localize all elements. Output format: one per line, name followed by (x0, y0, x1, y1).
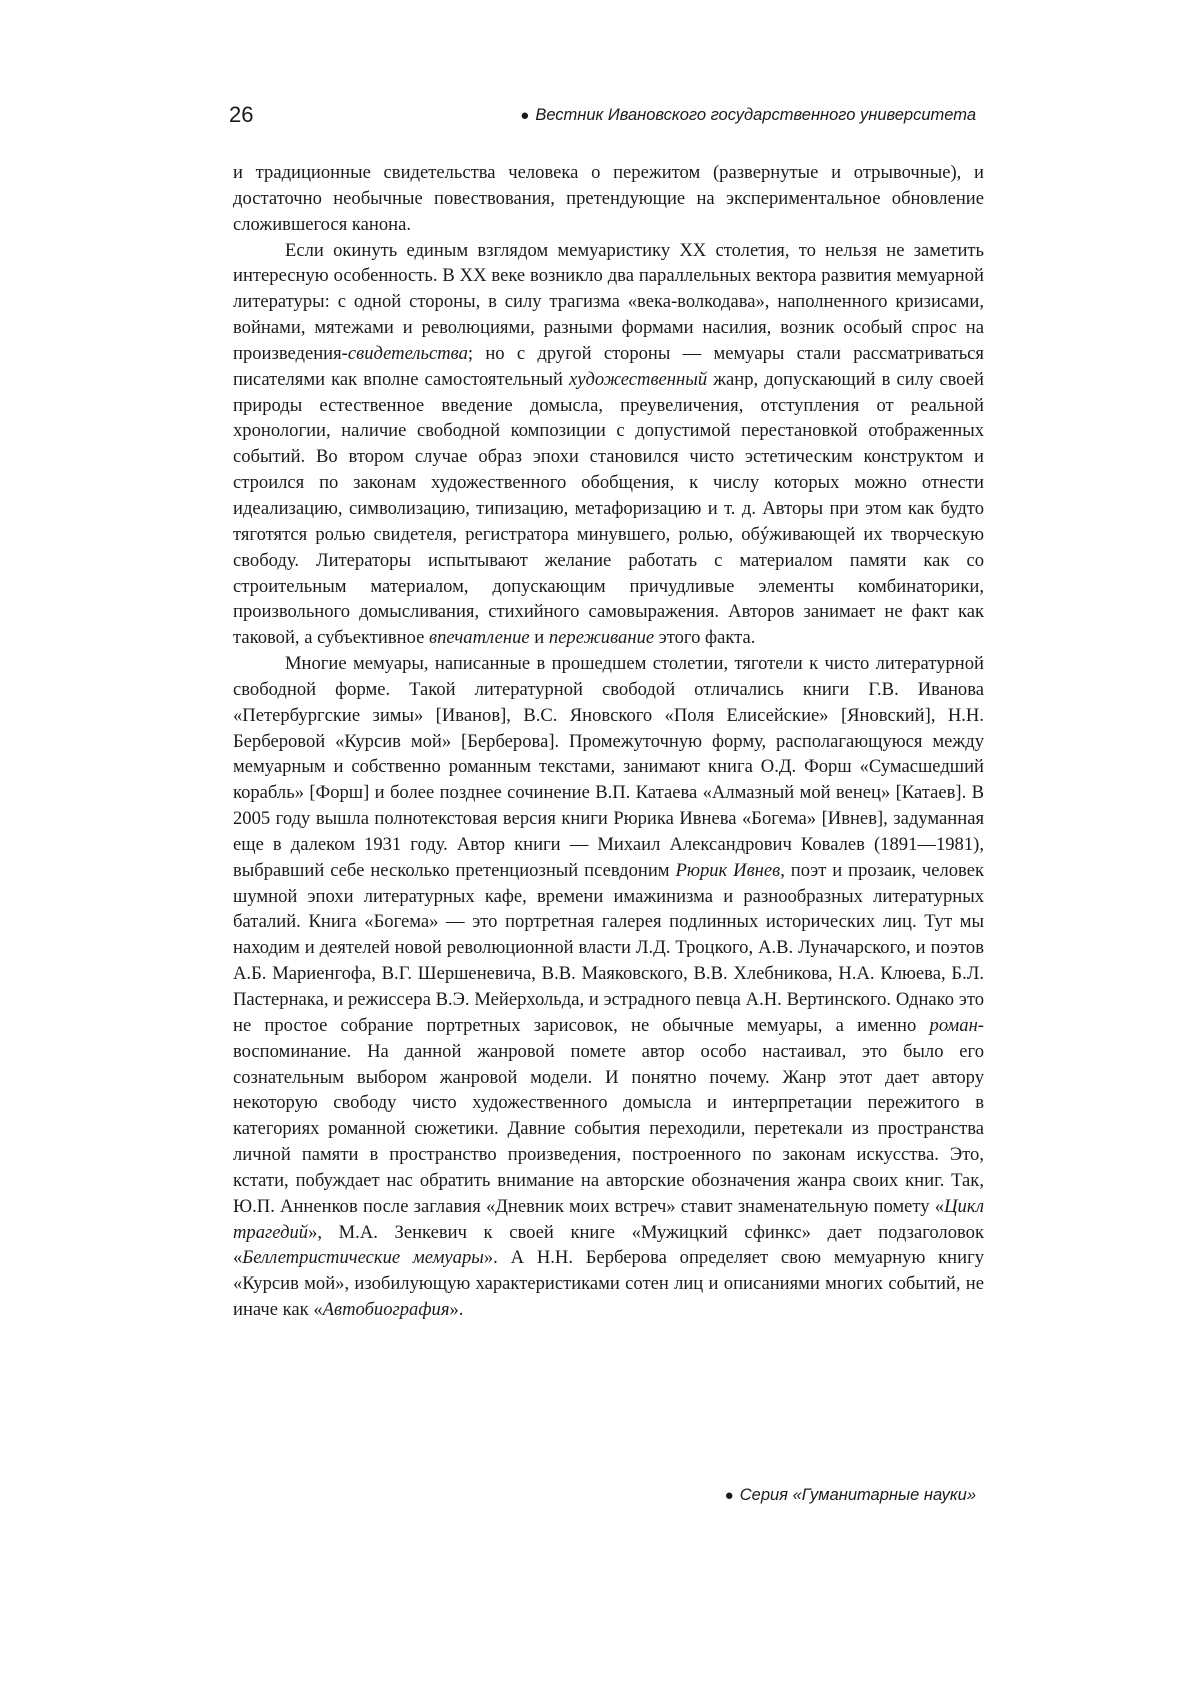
text-segment: Многие мемуары, написанные в прошедшем столетии, тяготели к чисто литературной свободной форме. Такой литературной свободой отличались книги Г.В. Иванова «Петербургские зимы» [Иванов], В.С. Яновского «Поля Елисейские» [Яновский], Н.Н. Берберовой «Курсив мой» [Берберова]. Промежуточную форму, располагающуюся между мемуарным и собственно романным текстами, занимают книга О.Д. Форш «Сумасшедший корабль» [Форш] и более позднее сочинение В.П. Катаева «Алмазный мой венец» [Катаев]. В 2005 году вышла полнотекстовая версия книги Рюрика Ивнева «Богема» [Ивнев], задуманная еще в далеком 1931 году. Автор книги — Михаил Александрович Ковалев (1891—1981), выбравший себе несколько претенциозный псевдоним (233, 653, 984, 881)
text-segment: и (529, 627, 549, 649)
journal-title: Вестник Ивановского государственного университета (535, 106, 976, 124)
running-header (520, 103, 976, 128)
paragraph-3 (233, 651, 984, 1323)
italic-term: переживание (548, 627, 655, 649)
text-segment: Если окинуть единым взглядом мемуаристику XX столетия, то нельзя не заметить интересную особенность. В XX веке возникло два параллельных вектора развития мемуарной литературы: с одной стороны, в силу трагизма «века-волкодава», наполненного кризисами, войнами, мятежами и революциями, разными формами насилия, возник особый спрос на произведения- (233, 239, 984, 364)
page-number: 26 (229, 102, 254, 127)
series-footer (725, 1483, 976, 1508)
italic-term: свидетельства (347, 342, 468, 364)
italic-term: Беллетристические мемуары (242, 1247, 484, 1269)
text-segment: жанр, допускающий в силу своей природы естественное введение домысла, преувеличения, отступления от реальной хронологии, наличие свободной композиции с допустимой перестановкой отображенных событий. Во втором случае образ эпохи становился чисто эстетическим конструктом и строился по законам художественного обобщения, к числу которых можно отнести идеализацию, символизацию, типизацию, метафоризацию и т. д. Авторы при этом как будто тяготятся ролью свидетеля, регистратора минувшего, ролью, обýживающей их творческую свободу. Литераторы испытывают желание работать с материалом памяти как со строительным материалом, допускающим причудливые элементы комбинаторики, произвольного домысливания, стихийного самовыражения. Авторов занимает не факт как таковой, а субъективное (233, 368, 984, 649)
text-segment: », М.А. Зенкевич к своей книге «Мужицкий сфинкс» дает подзаголовок « (233, 1221, 984, 1269)
text-segment: ; но с другой стороны — мемуары стали рассматриваться писателями как вполне самостоятельный (233, 342, 984, 390)
text-segment: поэт и прозаик, человек шумной эпохи литературных кафе, времени имажинизма и разнообразных литературных баталий. Книга «Богема» — это портретная галерея подлинных исторических лиц. Тут мы находим и деятелей новой революционной власти Л.Д. Троцкого, А.В. Луначарского, и поэтов А.Б. Мариенгофа, В.Г. Шершеневича, В.В. Маяковского, В.В. Хлебникова, Н.А. Клюева, Б.Л. Пастернака, и режиссера В.Э. Мейерхольда, и эстрадного певца А.Н. Вертинского. Однако это не простое собрание портретных зарисовок, не обычные мемуары, а именно (233, 859, 984, 1036)
footer-bullet-icon: ● (724, 1487, 734, 1504)
italic-term: Рюрик Ивнев, (675, 859, 785, 881)
header-bullet-icon: ● (520, 107, 530, 124)
italic-term: художественный (569, 368, 708, 390)
series-title: Серия «Гуманитарные науки» (739, 1486, 976, 1504)
text-segment: и традиционные свидетельства человека о пережитом (развернутые и отрывочные), и достаточно необычные повествования, претендующие на экспериментальное обновление сложившегося канона. (233, 162, 984, 235)
text-segment: ». А Н.Н. Берберова определяет свою мемуарную книгу «Курсив мой», изобилующую характеристиками сотен лиц и описаниями многих событий, не иначе как « (233, 1247, 984, 1321)
text-segment: ». (449, 1299, 464, 1321)
paragraph-1 (233, 160, 984, 238)
italic-term: Цикл трагедий (233, 1195, 984, 1243)
text-segment: этого факта. (654, 627, 756, 649)
italic-term: Автобиография (322, 1299, 450, 1321)
italic-term: впечатление (429, 627, 530, 649)
italic-term: роман (929, 1014, 978, 1036)
article-body (233, 160, 984, 1323)
paragraph-2 (233, 238, 984, 652)
text-segment: -воспоминание. На данной жанровой помете автор особо настаивал, это было его сознательным выбором жанровой модели. И понятно почему. Жанр этот дает автору некоторую свободу чисто художественного домысла и интерпретации пережитого в категориях романной сюжетики. Давние события переходили, перетекали из пространства личной памяти в пространство произведения, построенного по законам искусства. Это, кстати, побуждает нас обратить внимание на авторские обозначения жанра своих книг. Так, Ю.П. Анненков после заглавия «Дневник моих встреч» ставит знаменательную помету « (233, 1014, 984, 1217)
